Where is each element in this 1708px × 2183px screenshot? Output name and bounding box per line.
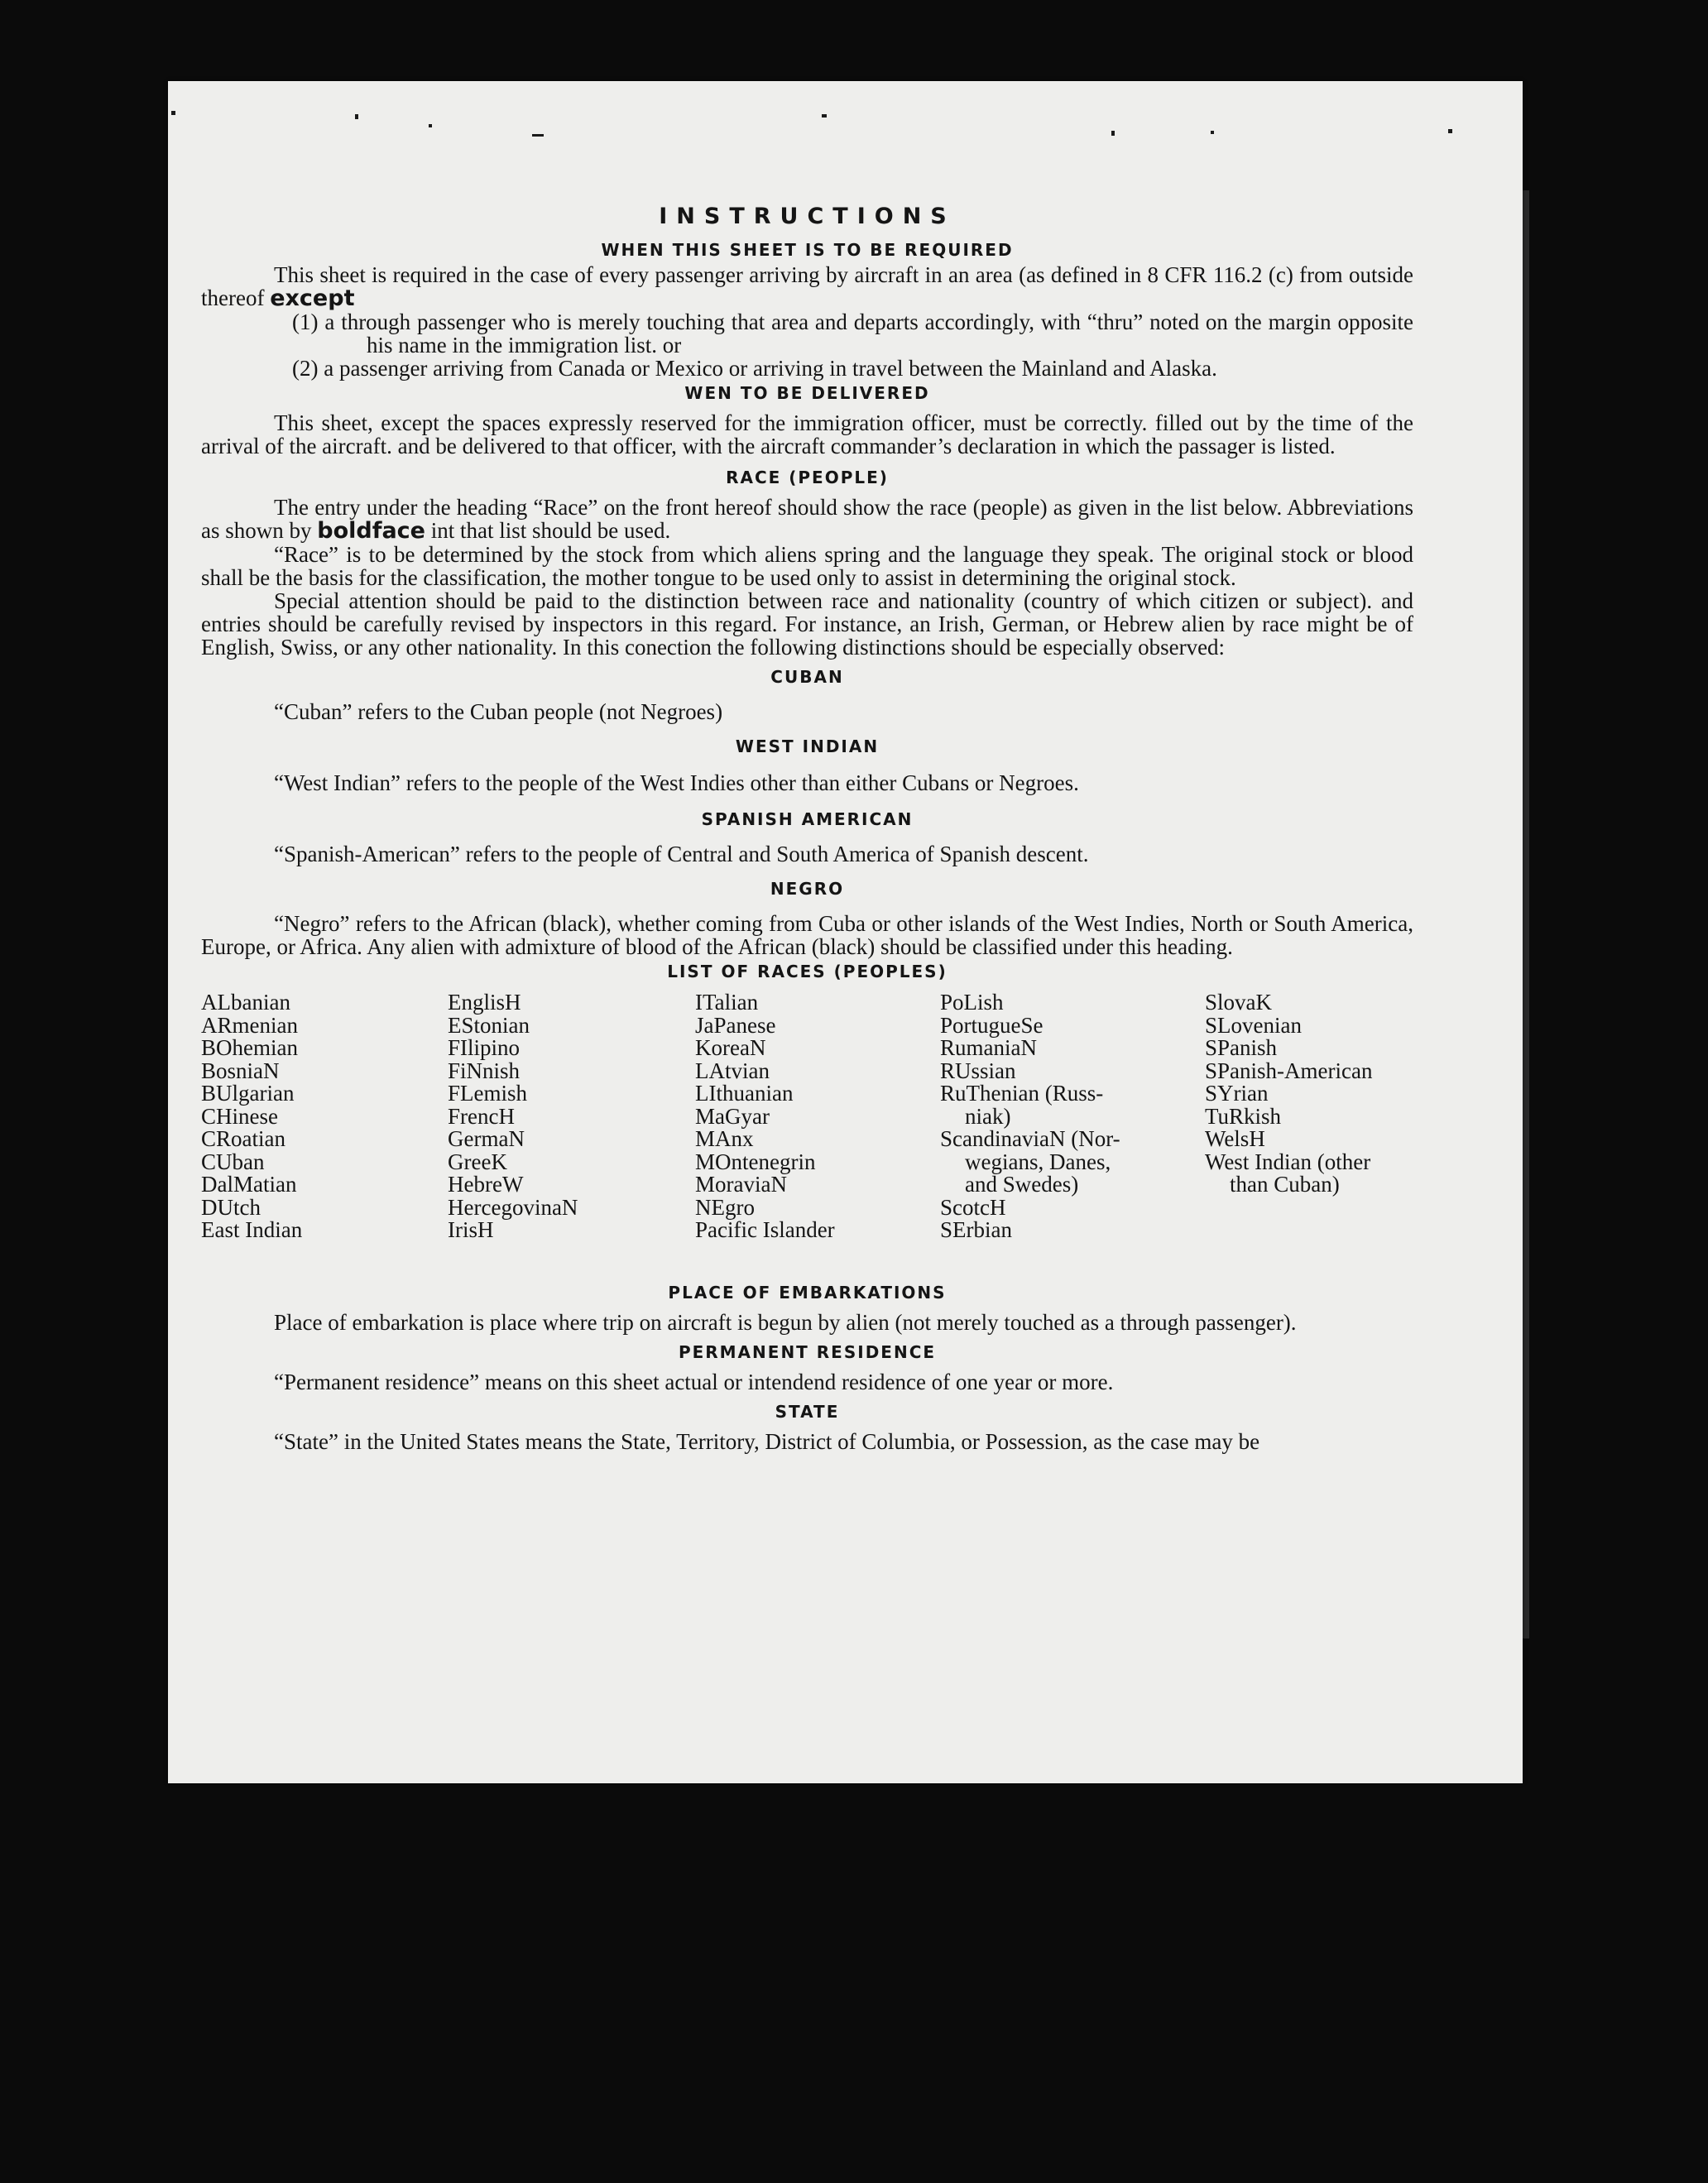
paragraph-permanent-residence: “Permanent residence” means on this sheet actual or intendend residence of one year or more. [274, 1370, 1114, 1394]
page-title: INSTRUCTIONS [659, 204, 956, 229]
race-item: MOntenegrin [695, 1149, 816, 1174]
heading-list-of-races: LIST OF RACES (PEOPLES) [667, 962, 948, 981]
race-item: ScandinaviaN (Nor- [940, 1126, 1120, 1151]
heading-race: RACE (PEOPLE) [726, 468, 889, 487]
race-item: RumaniaN [940, 1035, 1037, 1060]
scan-speck [1111, 131, 1115, 136]
races-list [201, 991, 1413, 1279]
race-item: MoraviaN [695, 1172, 787, 1197]
race-item: RUssian [940, 1058, 1016, 1083]
race-item: ITalian [695, 990, 759, 1015]
scan-speck [355, 114, 358, 119]
races-column-4 [940, 991, 1120, 1242]
scan-speck [822, 114, 827, 118]
emphasis-except: except [270, 285, 355, 311]
heading-permanent-residence: PERMANENT RESIDENCE [678, 1342, 937, 1362]
paragraph-embarkation: Place of embarkation is place where trip on aircraft is begun by alien (not merely touched as a through passenger). [274, 1310, 1297, 1335]
race-item: LAtvian [695, 1058, 770, 1083]
race-item: East Indian [201, 1217, 303, 1242]
race-item: Pacific Islander [695, 1217, 835, 1242]
race-item: HercegovinaN [448, 1194, 578, 1220]
paragraph-negro: “Negro” refers to the African (black), whether coming from Cuba or other islands of the West Indies, North or South America, Europe, or Africa. Any alien with admixture of blood of the African (black) should be classified under this heading. [201, 911, 1413, 959]
races-column-2 [448, 991, 578, 1242]
race-item: IrisH [448, 1217, 494, 1242]
race-item: SPanish [1205, 1035, 1278, 1060]
heading-negro: NEGRO [770, 879, 845, 899]
race-item: EStonian [448, 1012, 530, 1038]
race-item: LIthuanian [695, 1081, 794, 1106]
race-item: WelsH [1205, 1126, 1265, 1151]
race-item: MAnx [695, 1126, 754, 1151]
list-item-2: (2) a passenger arriving from Canada or Mexico or arriving in travel between the Mainland and Alaska. [292, 356, 1217, 381]
race-item: wegians, Danes, [965, 1149, 1111, 1174]
race-item: DUtch [201, 1194, 261, 1220]
race-item: BosniaN [201, 1058, 280, 1083]
race-item: niak) [965, 1103, 1011, 1129]
race-item: ScotcH [940, 1194, 1006, 1220]
heading-when-delivered: WEN TO BE DELIVERED [684, 383, 930, 403]
race-item: CHinese [201, 1103, 278, 1129]
heading-spanish-american: SPANISH AMERICAN [701, 809, 914, 829]
race-item: DalMatian [201, 1172, 297, 1197]
race-item: West Indian (other [1205, 1149, 1371, 1174]
race-item: SLovenian [1205, 1012, 1302, 1038]
race-item: GermaN [448, 1126, 525, 1151]
list-item-1: (1) a through passenger who is merely touching that area and departs accordingly, with “thru” noted on the margin opposite his name in the immigration list. or [292, 309, 1413, 357]
paragraph-west-indian: “West Indian” refers to the people of the West Indies other than either Cubans or Negroes. [274, 770, 1079, 795]
race-item: ALbanian [201, 990, 290, 1015]
heading-state: STATE [775, 1402, 840, 1422]
race-item: RuThenian (Russ- [940, 1081, 1104, 1106]
heading-embarkation: PLACE OF EMBARKATIONS [668, 1283, 947, 1303]
scan-speck [171, 111, 175, 115]
heading-when-required: WHEN THIS SHEET IS TO BE REQUIRED [601, 240, 1014, 260]
race-item: PoLish [940, 990, 1004, 1015]
race-item: SlovaK [1205, 990, 1272, 1015]
race-item: ARmenian [201, 1012, 298, 1038]
heading-cuban: CUBAN [770, 667, 844, 687]
race-item: GreeK [448, 1149, 507, 1174]
scan-speck [1211, 131, 1214, 134]
paragraph-race-3: Special attention should be paid to the distinction between race and nationality (country of which citizen or subject). and entries should be carefully revised by inspectors in this regard. For instance, an Irish, German, or Hebrew alien by race might be of English, Swiss, or any other nationality. In this conection the following distinctions should be especially observed: [201, 588, 1413, 660]
paragraph-race-2: “Race” is to be determined by the stock from which aliens spring and the language they speak. The original stock or blood shall be the basis for the classification, the mother tongue to be used only to assist in determining the original stock. [201, 542, 1413, 590]
heading-west-indian: WEST INDIAN [735, 736, 880, 756]
race-item: SErbian [940, 1217, 1012, 1242]
scan-speck [1448, 129, 1452, 133]
races-column-5 [1205, 991, 1372, 1197]
race-item: and Swedes) [965, 1172, 1079, 1197]
race-item: CRoatian [201, 1126, 285, 1151]
scan-speck [429, 124, 432, 127]
race-item: BUlgarian [201, 1081, 295, 1106]
races-column-3 [695, 991, 835, 1242]
race-item: EnglisH [448, 990, 521, 1015]
paragraph-cuban: “Cuban” refers to the Cuban people (not Negroes) [274, 699, 723, 724]
race-item: CUban [201, 1149, 265, 1174]
race-item: FiNnish [448, 1058, 521, 1083]
race-item: than Cuban) [1230, 1172, 1340, 1197]
paragraph-when-delivered: This sheet, except the spaces expressly reserved for the immigration officer, must be correctly. filled out by the time of the arrival of the aircraft. and be delivered to that officer, with the aircraft commander’s declaration in which the passager is listed. [201, 410, 1413, 458]
race-item: JaPanese [695, 1012, 776, 1038]
paragraph-state: “State” in the United States means the State, Territory, District of Columbia, or Possession, as the case may be [274, 1429, 1260, 1454]
race-item: HebreW [448, 1172, 524, 1197]
race-item: NEgro [695, 1194, 755, 1220]
race-item: FrencH [448, 1103, 515, 1129]
race-item: FIlipino [448, 1035, 521, 1060]
race-item: TuRkish [1205, 1103, 1282, 1129]
race-item: MaGyar [695, 1103, 770, 1129]
race-item: BOhemian [201, 1035, 298, 1060]
race-item: SPanish-American [1205, 1058, 1373, 1083]
document-page [168, 81, 1523, 1783]
race-item: FLemish [448, 1081, 528, 1106]
race-item: KoreaN [695, 1035, 766, 1060]
race-item: PortugueSe [940, 1012, 1044, 1038]
paragraph-race-1: The entry under the heading “Race” on the front hereof should show the race (people) as given in the list below. Abbreviations as shown by boldface int that list should be used. [201, 495, 1413, 544]
paragraph-when-required: This sheet is required in the case of every passenger arriving by aircraft in an area (as defined in 8 CFR 116.2 (c) from outside thereof except [201, 262, 1413, 311]
scan-speck [532, 134, 544, 137]
instructions-content [201, 205, 1413, 1453]
race-item: SYrian [1205, 1081, 1269, 1106]
paragraph-spanish-american: “Spanish-American” refers to the people of Central and South America of Spanish descent. [274, 842, 1089, 866]
emphasis-boldface: boldface [317, 518, 425, 544]
races-column-1 [201, 991, 302, 1242]
